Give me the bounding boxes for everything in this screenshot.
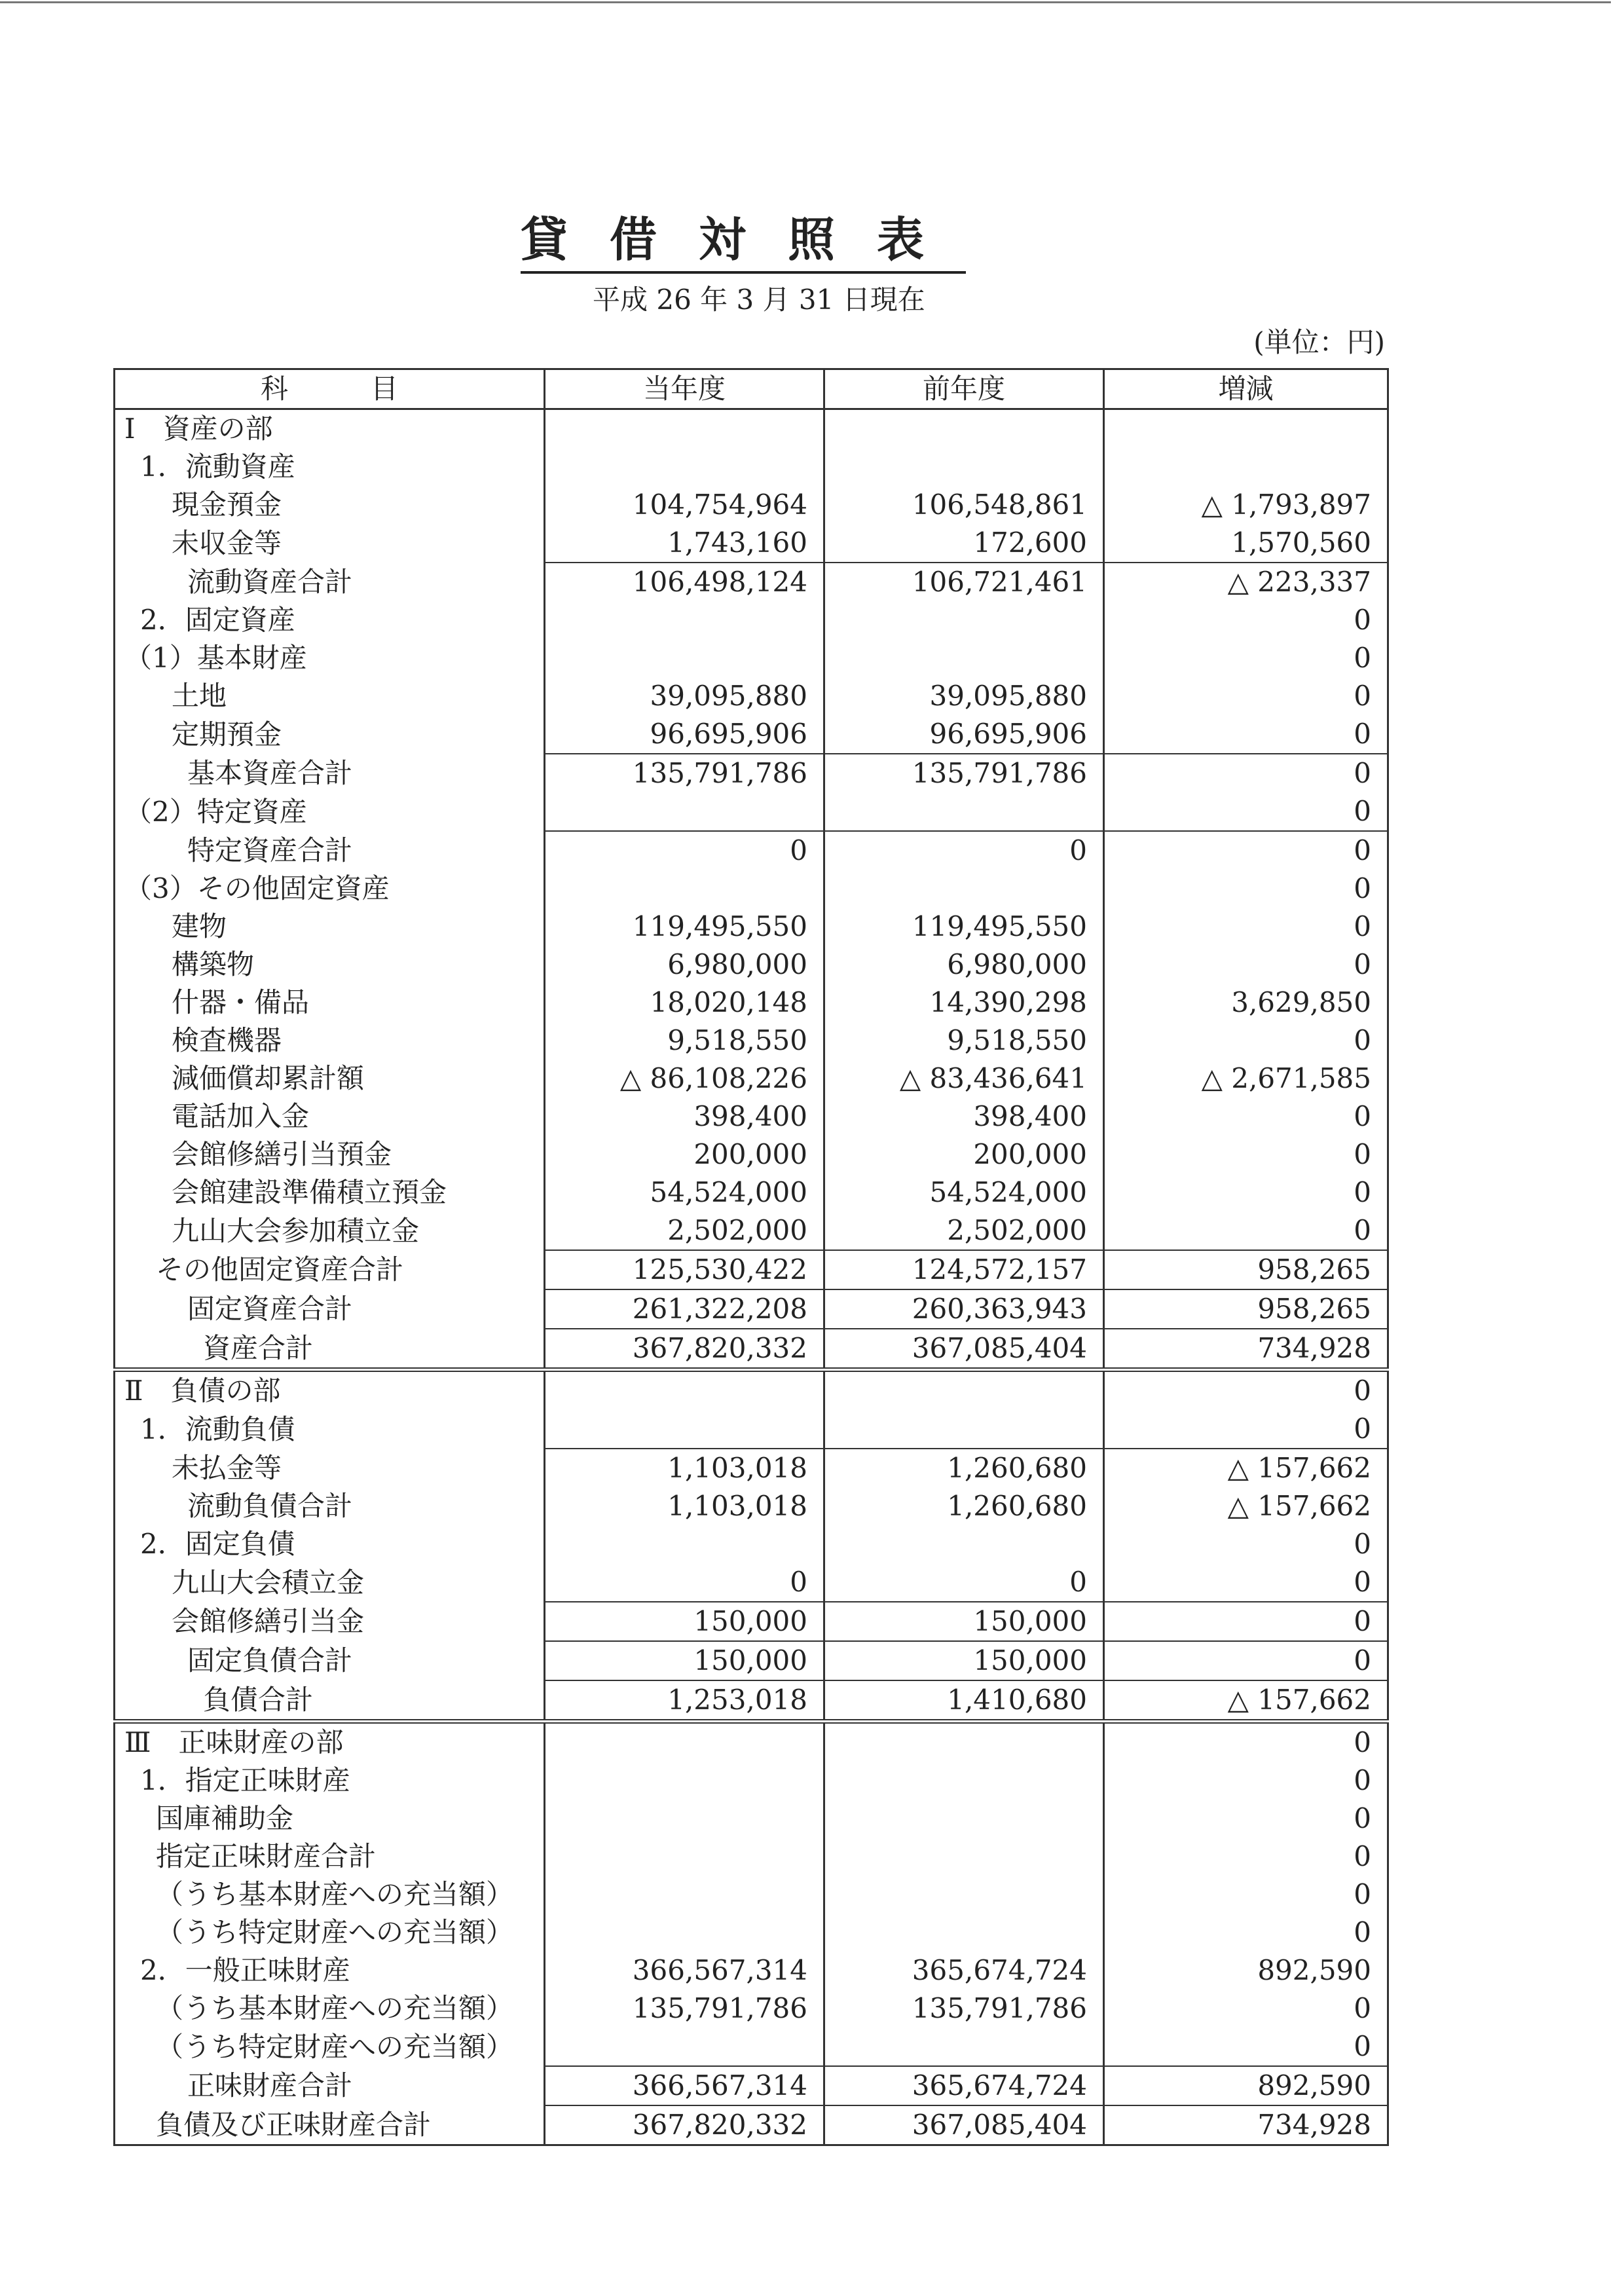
current-year-value: 150,000 (545, 1602, 824, 1641)
table-row (115, 1329, 1388, 1370)
row-label: 固定負債合計 (115, 1641, 545, 1680)
previous-year-value (824, 792, 1104, 831)
header-current-year: 当年度 (545, 369, 824, 409)
row-label: 特定資産合計 (115, 831, 545, 870)
previous-year-value: 367,085,404 (824, 1329, 1104, 1370)
table-row (115, 870, 1388, 908)
table-row (115, 1525, 1388, 1563)
previous-year-value: 150,000 (824, 1641, 1104, 1680)
change-value: 0 (1104, 1876, 1388, 1914)
table-row (115, 715, 1388, 754)
change-value: 958,265 (1104, 1250, 1388, 1289)
current-year-value: 366,567,314 (545, 1952, 824, 1990)
change-value: 0 (1104, 831, 1388, 870)
current-year-value: 125,530,422 (545, 1250, 824, 1289)
previous-year-value: 9,518,550 (824, 1022, 1104, 1060)
change-value: 0 (1104, 792, 1388, 831)
table-row (115, 908, 1388, 946)
previous-year-value: 0 (824, 831, 1104, 870)
change-value: 0 (1104, 1370, 1388, 1411)
row-label: 正味財産合計 (115, 2066, 545, 2105)
previous-year-value: 200,000 (824, 1136, 1104, 1174)
table-row (115, 486, 1388, 524)
row-label: 減価償却累計額 (115, 1060, 545, 1098)
previous-year-value: 260,363,943 (824, 1289, 1104, 1329)
row-label: 負債合計 (115, 1680, 545, 1722)
change-value: 0 (1104, 1022, 1388, 1060)
row-label: 九山大会参加積立金 (115, 1212, 545, 1250)
table-row (115, 677, 1388, 715)
current-year-value: 135,791,786 (545, 754, 824, 792)
table-row (115, 1212, 1388, 1250)
change-value: 0 (1104, 1762, 1388, 1800)
current-year-value (545, 1876, 824, 1914)
change-value: 0 (1104, 1563, 1388, 1602)
previous-year-value: 367,085,404 (824, 2105, 1104, 2145)
table-row (115, 831, 1388, 870)
row-label: （うち特定財産への充当額） (115, 2028, 545, 2066)
current-year-value: 54,524,000 (545, 1174, 824, 1212)
table-row (115, 601, 1388, 639)
previous-year-value (824, 1914, 1104, 1952)
as-of-date: 平成 26 年 3 月 31 日現在 (593, 284, 925, 316)
table-row (115, 792, 1388, 831)
current-year-value: 1,103,018 (545, 1449, 824, 1487)
table-row (115, 1370, 1388, 1411)
change-value: 0 (1104, 1410, 1388, 1449)
change-value: △ 157,662 (1104, 1680, 1388, 1722)
table-row (115, 1876, 1388, 1914)
row-label: 未収金等 (115, 524, 545, 563)
current-year-value: 39,095,880 (545, 677, 824, 715)
previous-year-value (824, 2028, 1104, 2066)
row-label: その他固定資産合計 (115, 1250, 545, 1289)
change-value: 0 (1104, 1098, 1388, 1136)
current-year-value (545, 1762, 824, 1800)
previous-year-value: 1,410,680 (824, 1680, 1104, 1722)
table-row (115, 946, 1388, 984)
current-year-value (545, 1838, 824, 1876)
current-year-value: 367,820,332 (545, 2105, 824, 2145)
table-row (115, 1098, 1388, 1136)
previous-year-value: 2,502,000 (824, 1212, 1104, 1250)
current-year-value: 366,567,314 (545, 2066, 824, 2105)
previous-year-value (824, 1410, 1104, 1449)
previous-year-value (824, 448, 1104, 486)
previous-year-value (824, 1800, 1104, 1838)
previous-year-value (824, 639, 1104, 677)
header-previous-year: 前年度 (824, 369, 1104, 409)
previous-year-value: 0 (824, 1563, 1104, 1602)
table-row (115, 1914, 1388, 1952)
previous-year-value: 172,600 (824, 524, 1104, 563)
row-label: 土地 (115, 677, 545, 715)
row-label: 国庫補助金 (115, 1800, 545, 1838)
current-year-value (545, 1800, 824, 1838)
current-year-value (545, 1410, 824, 1449)
current-year-value: 2,502,000 (545, 1212, 824, 1250)
change-value: 0 (1104, 870, 1388, 908)
change-value: 0 (1104, 1722, 1388, 1762)
current-year-value (545, 1370, 824, 1411)
current-year-value (545, 409, 824, 449)
row-label: （1）基本財産 (115, 639, 545, 677)
row-label: 定期預金 (115, 715, 545, 754)
row-label: 資産合計 (115, 1329, 545, 1370)
row-label: （2）特定資産 (115, 792, 545, 831)
row-label: 負債及び正味財産合計 (115, 2105, 545, 2145)
table-row (115, 2105, 1388, 2145)
current-year-value: 1,253,018 (545, 1680, 824, 1722)
header-row (115, 369, 1388, 409)
change-value: 0 (1104, 2028, 1388, 2066)
row-label: 1．指定正味財産 (115, 1762, 545, 1800)
table-row (115, 2028, 1388, 2066)
current-year-value: 150,000 (545, 1641, 824, 1680)
current-year-value: 367,820,332 (545, 1329, 824, 1370)
table-row (115, 1060, 1388, 1098)
current-year-value: 9,518,550 (545, 1022, 824, 1060)
change-value: 0 (1104, 754, 1388, 792)
table-body (115, 409, 1388, 2145)
row-label: 流動負債合計 (115, 1487, 545, 1525)
row-label: 検査機器 (115, 1022, 545, 1060)
header-subject: 科 目 (115, 369, 545, 409)
table-row (115, 1289, 1388, 1329)
table-row (115, 524, 1388, 563)
table-row (115, 1602, 1388, 1641)
change-value: 3,629,850 (1104, 984, 1388, 1022)
row-label: 未払金等 (115, 1449, 545, 1487)
change-value (1104, 409, 1388, 449)
previous-year-value: 398,400 (824, 1098, 1104, 1136)
current-year-value: 119,495,550 (545, 908, 824, 946)
change-value: 0 (1104, 1212, 1388, 1250)
previous-year-value: 6,980,000 (824, 946, 1104, 984)
previous-year-value: 106,721,461 (824, 563, 1104, 601)
change-value: 0 (1104, 1838, 1388, 1876)
change-value: 0 (1104, 908, 1388, 946)
current-year-value (545, 601, 824, 639)
previous-year-value (824, 870, 1104, 908)
table-row (115, 639, 1388, 677)
previous-year-value: 150,000 (824, 1602, 1104, 1641)
change-value: 958,265 (1104, 1289, 1388, 1329)
previous-year-value: 14,390,298 (824, 984, 1104, 1022)
change-value: △ 157,662 (1104, 1449, 1388, 1487)
current-year-value: 96,695,906 (545, 715, 824, 754)
current-year-value: 1,103,018 (545, 1487, 824, 1525)
change-value: 0 (1104, 1990, 1388, 2028)
row-label: 構築物 (115, 946, 545, 984)
previous-year-value (824, 1722, 1104, 1762)
table-row (115, 2066, 1388, 2105)
current-year-value: 106,498,124 (545, 563, 824, 601)
table-row (115, 1990, 1388, 2028)
change-value: △ 157,662 (1104, 1487, 1388, 1525)
current-year-value: 1,743,160 (545, 524, 824, 563)
previous-year-value: 135,791,786 (824, 754, 1104, 792)
row-label: 会館修繕引当金 (115, 1602, 545, 1641)
row-label: Ⅰ 資産の部 (115, 409, 545, 449)
table-row (115, 754, 1388, 792)
current-year-value (545, 639, 824, 677)
table-row (115, 448, 1388, 486)
table-row (115, 1722, 1388, 1762)
table-row (115, 1250, 1388, 1289)
row-label: （うち基本財産への充当額） (115, 1876, 545, 1914)
table-row (115, 1563, 1388, 1602)
change-value: △ 223,337 (1104, 563, 1388, 601)
current-year-value (545, 792, 824, 831)
current-year-value (545, 448, 824, 486)
row-label: 1．流動資産 (115, 448, 545, 486)
row-label: 現金預金 (115, 486, 545, 524)
table-row (115, 1838, 1388, 1876)
current-year-value: 0 (545, 1563, 824, 1602)
header-change: 増減 (1104, 369, 1388, 409)
table-row (115, 1136, 1388, 1174)
current-year-value: 200,000 (545, 1136, 824, 1174)
change-value: 0 (1104, 715, 1388, 754)
current-year-value (545, 1722, 824, 1762)
change-value: 0 (1104, 1525, 1388, 1563)
previous-year-value: 124,572,157 (824, 1250, 1104, 1289)
table-row (115, 1800, 1388, 1838)
current-year-value: 0 (545, 831, 824, 870)
row-label: 基本資産合計 (115, 754, 545, 792)
row-label: （3）その他固定資産 (115, 870, 545, 908)
change-value: 734,928 (1104, 2105, 1388, 2145)
previous-year-value: △ 83,436,641 (824, 1060, 1104, 1098)
change-value: 734,928 (1104, 1329, 1388, 1370)
previous-year-value: 1,260,680 (824, 1487, 1104, 1525)
page-top-border (0, 1, 1611, 3)
current-year-value (545, 870, 824, 908)
row-label: 2．固定資産 (115, 601, 545, 639)
table-row (115, 1174, 1388, 1212)
table-row (115, 1762, 1388, 1800)
previous-year-value: 135,791,786 (824, 1990, 1104, 2028)
change-value: △ 2,671,585 (1104, 1060, 1388, 1098)
current-year-value: 398,400 (545, 1098, 824, 1136)
table-row (115, 1410, 1388, 1449)
change-value: 0 (1104, 1136, 1388, 1174)
current-year-value: 18,020,148 (545, 984, 824, 1022)
previous-year-value (824, 409, 1104, 449)
previous-year-value (824, 1370, 1104, 1411)
row-label: Ⅱ 負債の部 (115, 1370, 545, 1411)
row-label: 会館修繕引当預金 (115, 1136, 545, 1174)
current-year-value (545, 2028, 824, 2066)
change-value: 0 (1104, 1914, 1388, 1952)
row-label: 会館建設準備積立預金 (115, 1174, 545, 1212)
change-value: 0 (1104, 1174, 1388, 1212)
previous-year-value (824, 601, 1104, 639)
page-title: 貸借対照表 (521, 208, 966, 274)
row-label: Ⅲ 正味財産の部 (115, 1722, 545, 1762)
change-value: 0 (1104, 677, 1388, 715)
table-row (115, 1022, 1388, 1060)
change-value: 1,570,560 (1104, 524, 1388, 563)
change-value: 0 (1104, 601, 1388, 639)
row-label: （うち特定財産への充当額） (115, 1914, 545, 1952)
table-row (115, 984, 1388, 1022)
current-year-value (545, 1914, 824, 1952)
row-label: 1．流動負債 (115, 1410, 545, 1449)
change-value (1104, 448, 1388, 486)
previous-year-value: 119,495,550 (824, 908, 1104, 946)
previous-year-value: 96,695,906 (824, 715, 1104, 754)
current-year-value: 261,322,208 (545, 1289, 824, 1329)
table-row (115, 409, 1388, 449)
current-year-value: 6,980,000 (545, 946, 824, 984)
change-value: 0 (1104, 639, 1388, 677)
change-value: 0 (1104, 946, 1388, 984)
previous-year-value (824, 1762, 1104, 1800)
unit-note: (単位：円) (1253, 326, 1385, 358)
row-label: 2．一般正味財産 (115, 1952, 545, 1990)
previous-year-value (824, 1838, 1104, 1876)
row-label: 流動資産合計 (115, 563, 545, 601)
previous-year-value (824, 1876, 1104, 1914)
row-label: 2．固定負債 (115, 1525, 545, 1563)
balance-sheet-table (113, 368, 1389, 2146)
row-label: 九山大会積立金 (115, 1563, 545, 1602)
table-row (115, 1952, 1388, 1990)
row-label: 固定資産合計 (115, 1289, 545, 1329)
change-value: 0 (1104, 1602, 1388, 1641)
current-year-value: 135,791,786 (545, 1990, 824, 2028)
previous-year-value: 365,674,724 (824, 2066, 1104, 2105)
change-value: △ 1,793,897 (1104, 486, 1388, 524)
table-row (115, 1487, 1388, 1525)
previous-year-value (824, 1525, 1104, 1563)
change-value: 892,590 (1104, 1952, 1388, 1990)
current-year-value: 104,754,964 (545, 486, 824, 524)
table-row (115, 1680, 1388, 1722)
row-label: （うち基本財産への充当額） (115, 1990, 545, 2028)
row-label: 電話加入金 (115, 1098, 545, 1136)
table-row (115, 1449, 1388, 1487)
current-year-value: △ 86,108,226 (545, 1060, 824, 1098)
row-label: 什器・備品 (115, 984, 545, 1022)
change-value: 892,590 (1104, 2066, 1388, 2105)
current-year-value (545, 1525, 824, 1563)
previous-year-value: 54,524,000 (824, 1174, 1104, 1212)
previous-year-value: 1,260,680 (824, 1449, 1104, 1487)
previous-year-value: 39,095,880 (824, 677, 1104, 715)
previous-year-value: 365,674,724 (824, 1952, 1104, 1990)
row-label: 建物 (115, 908, 545, 946)
previous-year-value: 106,548,861 (824, 486, 1104, 524)
change-value: 0 (1104, 1800, 1388, 1838)
row-label: 指定正味財産合計 (115, 1838, 545, 1876)
table-row (115, 1641, 1388, 1680)
table-row (115, 563, 1388, 601)
change-value: 0 (1104, 1641, 1388, 1680)
